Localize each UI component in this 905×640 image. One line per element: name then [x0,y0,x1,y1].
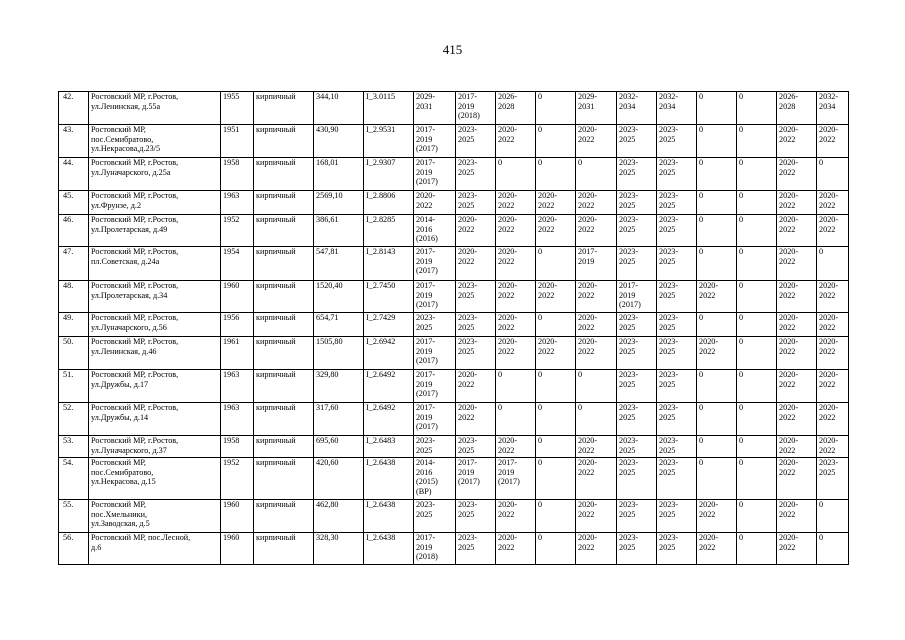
table-cell: I_2.6492 [364,403,414,436]
table-cell: I_2.8143 [364,247,414,281]
table-cell: 0 [697,158,737,191]
table-cell: 54. [59,458,89,500]
table-cell: 0 [536,370,576,403]
table-cell: 2023- 2025 [657,533,697,565]
table-cell: 0 [737,191,777,215]
table-cell: 317,60 [314,403,364,436]
table-cell: 0 [737,92,777,125]
table-cell: 2017- 2019 (2018) [414,533,456,565]
table-cell: кирпичный [254,247,314,281]
table-cell: 0 [697,125,737,158]
table-cell: 2020- 2022 [576,533,617,565]
table-cell: I_2.6438 [364,458,414,500]
table-cell: 2020- 2022 [576,281,617,313]
table-cell: 2020- 2022 [777,458,817,500]
table-cell: 49. [59,313,89,337]
table-cell: 50. [59,337,89,370]
table-cell: 2023- 2025 [657,158,697,191]
table-cell: 2023- 2025 [657,313,697,337]
table-cell: 2017- 2019 [576,247,617,281]
table-cell: I_2.7450 [364,281,414,313]
table-cell: 2020- 2022 [576,191,617,215]
table-cell: 2020- 2022 [536,191,576,215]
table-cell: 2020- 2022 [777,403,817,436]
table-cell: 2023- 2025 [657,337,697,370]
table-cell: 0 [737,500,777,533]
table-cell: 2023- 2025 [617,500,657,533]
table-cell: 2020- 2022 [817,436,849,458]
table-cell: 654,71 [314,313,364,337]
table-cell: 2032- 2034 [657,92,697,125]
table-cell: 0 [536,158,576,191]
table-row [59,158,849,191]
table-cell: 0 [697,458,737,500]
table-cell: 0 [576,158,617,191]
table-cell: 2023- 2025 [456,500,496,533]
table-row [59,436,849,458]
table-cell: 386,61 [314,215,364,247]
table-cell: Ростовский МР, г.Ростов, пл.Советская, д.24а [89,247,221,281]
table-cell: 44. [59,158,89,191]
table-cell: I_2.6483 [364,436,414,458]
table-cell: 2032- 2034 [617,92,657,125]
table-cell: 2023- 2025 [414,313,456,337]
table-cell: кирпичный [254,215,314,247]
table-cell: 2023- 2025 [617,436,657,458]
table-cell: Ростовский МР, г.Ростов, ул.Луначарского, д.56 [89,313,221,337]
table-cell: 2023- 2025 [657,215,697,247]
table-cell: 2023- 2025 [456,337,496,370]
table-cell: 0 [737,533,777,565]
table-cell: кирпичный [254,158,314,191]
table-cell: 2017- 2019 (2017) [456,458,496,500]
table-cell: 0 [576,403,617,436]
table-cell: 1961 [221,337,254,370]
table-cell: 0 [536,125,576,158]
table-cell: 168,01 [314,158,364,191]
table-cell: 2020- 2022 [697,337,737,370]
table-cell: 0 [817,533,849,565]
table-cell: 52. [59,403,89,436]
table-cell: 2029- 2031 [576,92,617,125]
table-cell: 2023- 2025 [414,500,456,533]
table-cell: 2023- 2025 [617,191,657,215]
table-cell: 0 [737,125,777,158]
table-cell: Ростовский МР, г.Ростов, ул.Фрунзе, д.2 [89,191,221,215]
table-cell: 1520,40 [314,281,364,313]
table-cell: 1963 [221,191,254,215]
table-cell: кирпичный [254,370,314,403]
table-cell: 2023- 2025 [657,370,697,403]
table-cell: 2023- 2025 [617,403,657,436]
table-row [59,92,849,125]
table-row [59,247,849,281]
table-cell: 2023- 2025 [657,500,697,533]
table-cell: 0 [536,500,576,533]
table-cell: Ростовский МР, г.Ростов, ул.Луначарского, д.37 [89,436,221,458]
table-cell: 2020- 2022 [496,215,536,247]
table-cell: 2020- 2022 [496,313,536,337]
table-cell: I_2.6438 [364,533,414,565]
table-cell: I_2.8806 [364,191,414,215]
table-cell: Ростовский МР, г.Ростов, ул.Пролетарская, д.49 [89,215,221,247]
table-cell: кирпичный [254,92,314,125]
table-cell: 2023- 2025 [617,533,657,565]
table-cell: I_3.0115 [364,92,414,125]
table-cell: 0 [697,436,737,458]
table-cell: 2023- 2025 [657,281,697,313]
table-cell: 2020- 2022 [536,215,576,247]
table-cell: 2020- 2022 [777,313,817,337]
table-cell: 1952 [221,458,254,500]
table-cell: 2020- 2022 [817,403,849,436]
table-cell: 2020- 2022 [536,337,576,370]
table-cell: кирпичный [254,533,314,565]
table-cell: 2020- 2022 [496,247,536,281]
table-cell: 2023- 2025 [657,458,697,500]
table-cell: 462,80 [314,500,364,533]
table-cell: 430,90 [314,125,364,158]
table-cell: 2023- 2025 [657,191,697,215]
table-cell: I_2.6438 [364,500,414,533]
table-cell: 2020- 2022 [777,158,817,191]
table-cell: 2023- 2025 [617,337,657,370]
table-cell: 46. [59,215,89,247]
table-cell: Ростовский МР, г.Ростов, ул.Дружбы, д.14 [89,403,221,436]
table-cell: 0 [737,158,777,191]
table-cell: кирпичный [254,458,314,500]
table-cell: 0 [737,458,777,500]
table-cell: 420,60 [314,458,364,500]
table-cell: 2023- 2025 [617,370,657,403]
table-cell: 0 [737,313,777,337]
table-cell: 2023- 2025 [617,458,657,500]
table-cell: 1955 [221,92,254,125]
table-cell: кирпичный [254,337,314,370]
table-cell: 2020- 2022 [777,500,817,533]
table-cell: 2020- 2022 [777,215,817,247]
table-cell: 2020- 2022 [777,247,817,281]
table-cell: 0 [817,158,849,191]
table-cell: 2020- 2022 [817,370,849,403]
table-cell: Ростовский МР, пос.Лесной, д.6 [89,533,221,565]
table-cell: 56. [59,533,89,565]
table-cell: кирпичный [254,313,314,337]
table-cell: 2020- 2022 [496,533,536,565]
table-cell: 2023- 2025 [456,313,496,337]
table-cell: 45. [59,191,89,215]
table-row [59,215,849,247]
table-cell: 2020- 2022 [777,533,817,565]
table-cell: 0 [536,247,576,281]
table-cell: 2014- 2016 (2016) [414,215,456,247]
table-cell: 2017- 2019 (2017) [617,281,657,313]
table-cell: 2020- 2022 [496,191,536,215]
table-cell: Ростовский МР, пос.Семибратово, ул.Некрасова, д.15 [89,458,221,500]
table-cell: 2020- 2022 [777,436,817,458]
table-cell: 2017- 2019 (2017) [414,125,456,158]
table-cell: 329,80 [314,370,364,403]
table-cell: 2023- 2025 [456,125,496,158]
table-row [59,313,849,337]
table-cell: 2029- 2031 [414,92,456,125]
data-table [58,91,849,565]
table-cell: 0 [737,281,777,313]
table-cell: 2020- 2022 [414,191,456,215]
table-cell: 2020- 2022 [456,215,496,247]
table-cell: 1956 [221,313,254,337]
table-cell: 2020- 2022 [576,337,617,370]
table-cell: 1963 [221,370,254,403]
table-cell: 2020- 2022 [817,215,849,247]
table-cell: 0 [737,247,777,281]
table-cell: 47. [59,247,89,281]
table-cell: 2017- 2019 (2017) [414,337,456,370]
table-cell: Ростовский МР, пос.Хмельники, ул.Заводская, д.5 [89,500,221,533]
table-cell: 0 [697,403,737,436]
table-cell: 2023- 2025 [817,458,849,500]
table-cell: 2017- 2019 (2017) [414,281,456,313]
table-cell: 0 [576,370,617,403]
table-cell: 2020- 2022 [576,436,617,458]
table-cell: 2023- 2025 [657,247,697,281]
table-cell: 0 [536,458,576,500]
table-cell: 2020- 2022 [456,370,496,403]
table-cell: 0 [817,500,849,533]
table-cell: 1505,80 [314,337,364,370]
table-cell: 1951 [221,125,254,158]
table-cell: 0 [697,92,737,125]
table-cell: 344,10 [314,92,364,125]
table-cell: 2020- 2022 [456,247,496,281]
table-cell: 53. [59,436,89,458]
table-cell: 0 [697,313,737,337]
table-cell: 2020- 2022 [576,458,617,500]
table-cell: Ростовский МР, г.Ростов, ул.Ленинская, д.55а [89,92,221,125]
table-row [59,337,849,370]
table-cell: 2026- 2028 [777,92,817,125]
table-cell: 0 [496,158,536,191]
table-cell: 1958 [221,158,254,191]
table-cell: 2017- 2019 (2017) [414,370,456,403]
table-row [59,370,849,403]
table-cell: 0 [737,370,777,403]
table-cell: кирпичный [254,403,314,436]
table-cell: 0 [697,247,737,281]
table-cell: I_2.6492 [364,370,414,403]
table-cell: 2023- 2025 [617,215,657,247]
table-cell: 2026- 2028 [496,92,536,125]
table-cell: 2020- 2022 [817,125,849,158]
table-cell: кирпичный [254,281,314,313]
table-cell: 0 [737,403,777,436]
table-cell: 2023- 2025 [657,403,697,436]
table-cell: 2020- 2022 [697,533,737,565]
table-cell: 1952 [221,215,254,247]
table-cell: 2020- 2022 [777,281,817,313]
table-cell: 2020- 2022 [496,500,536,533]
table-cell: 1954 [221,247,254,281]
table-cell: 547,81 [314,247,364,281]
table-cell: 2017- 2019 (2017) [496,458,536,500]
table-cell: 0 [536,533,576,565]
table-cell: кирпичный [254,436,314,458]
table-cell: 0 [496,403,536,436]
table-cell: 0 [536,436,576,458]
table-cell: 2020- 2022 [777,370,817,403]
table-row [59,533,849,565]
table-cell: 2023- 2025 [657,125,697,158]
table-cell: 2020- 2022 [576,215,617,247]
table-cell: 43. [59,125,89,158]
table-cell: 2023- 2025 [617,158,657,191]
table-cell: 2020- 2022 [496,125,536,158]
table-cell: 2020- 2022 [817,337,849,370]
table-cell: Ростовский МР, г.Ростов, ул.Пролетарская, д.34 [89,281,221,313]
table-cell: I_2.9307 [364,158,414,191]
table-cell: 1963 [221,403,254,436]
table-cell: 2020- 2022 [697,500,737,533]
table-cell: 2017- 2019 (2017) [414,158,456,191]
table-cell: 0 [737,215,777,247]
table-cell: кирпичный [254,125,314,158]
table-cell: кирпичный [254,191,314,215]
table-row [59,125,849,158]
table-cell: 2032- 2034 [817,92,849,125]
table-cell: 0 [697,215,737,247]
table-cell: I_2.6942 [364,337,414,370]
table-cell: Ростовский МР, г.Ростов, ул.Дружбы, д.17 [89,370,221,403]
table-cell: 1960 [221,500,254,533]
table-cell: 0 [737,337,777,370]
table-cell: 2017- 2019 (2017) [414,403,456,436]
table-cell: Ростовский МР, г.Ростов, ул.Луначарского, д.25а [89,158,221,191]
table-cell: I_2.8285 [364,215,414,247]
table-cell: I_2.7429 [364,313,414,337]
table-cell: 2023- 2025 [617,125,657,158]
table-cell: 42. [59,92,89,125]
table-cell: Ростовский МР, г.Ростов, ул.Ленинская, д.46 [89,337,221,370]
table-cell: 0 [496,370,536,403]
table-cell: 328,30 [314,533,364,565]
table-cell: 0 [737,436,777,458]
table-cell: 2020- 2022 [697,281,737,313]
table-cell: 2017- 2019 (2018) [456,92,496,125]
table-cell: 2569,10 [314,191,364,215]
table-cell: 0 [536,313,576,337]
table-cell: 2023- 2025 [414,436,456,458]
table-cell: 2014- 2016 (2015) (ВР) [414,458,456,500]
table-cell: 2020- 2022 [576,500,617,533]
table-cell: 2020- 2022 [496,436,536,458]
table-cell: 0 [536,403,576,436]
table-cell: 0 [817,247,849,281]
table-cell: 2020- 2022 [817,281,849,313]
table-cell: 2023- 2025 [456,533,496,565]
table-cell: 2017- 2019 (2017) [414,247,456,281]
table-cell: 695,60 [314,436,364,458]
table-cell: 2020- 2022 [576,313,617,337]
table-row [59,191,849,215]
page-number: 415 [442,42,463,57]
table-row [59,281,849,313]
table-cell: 0 [697,370,737,403]
table-cell: 51. [59,370,89,403]
table-cell: 55. [59,500,89,533]
table-cell: 0 [536,92,576,125]
table-cell: 2023- 2025 [456,281,496,313]
table-cell: 2020- 2022 [817,313,849,337]
table-cell: 2023- 2025 [456,191,496,215]
table-cell: 2020- 2022 [576,125,617,158]
table-cell: 2020- 2022 [777,337,817,370]
table-cell: 2020- 2022 [536,281,576,313]
table-cell: 2020- 2022 [496,337,536,370]
table-cell: 2020- 2022 [496,281,536,313]
table-row [59,458,849,500]
table-cell: 2023- 2025 [617,247,657,281]
table-row [59,403,849,436]
table-cell: 2023- 2025 [456,436,496,458]
table-cell: 2020- 2022 [777,125,817,158]
table-cell: 1958 [221,436,254,458]
table-cell: 2023- 2025 [456,158,496,191]
table-cell: 2023- 2025 [657,436,697,458]
table-cell: кирпичный [254,500,314,533]
table-cell: 2023- 2025 [617,313,657,337]
table-cell: 1960 [221,533,254,565]
table-cell: 48. [59,281,89,313]
table-cell: 0 [697,191,737,215]
table-cell: 2020- 2022 [777,191,817,215]
table-cell: 2020- 2022 [456,403,496,436]
table-cell: 2020- 2022 [817,191,849,215]
table-cell: 1960 [221,281,254,313]
table-cell: I_2.9531 [364,125,414,158]
table-cell: Ростовский МР, пос.Семибратово, ул.Некрасова,д.23/5 [89,125,221,158]
table-row [59,500,849,533]
